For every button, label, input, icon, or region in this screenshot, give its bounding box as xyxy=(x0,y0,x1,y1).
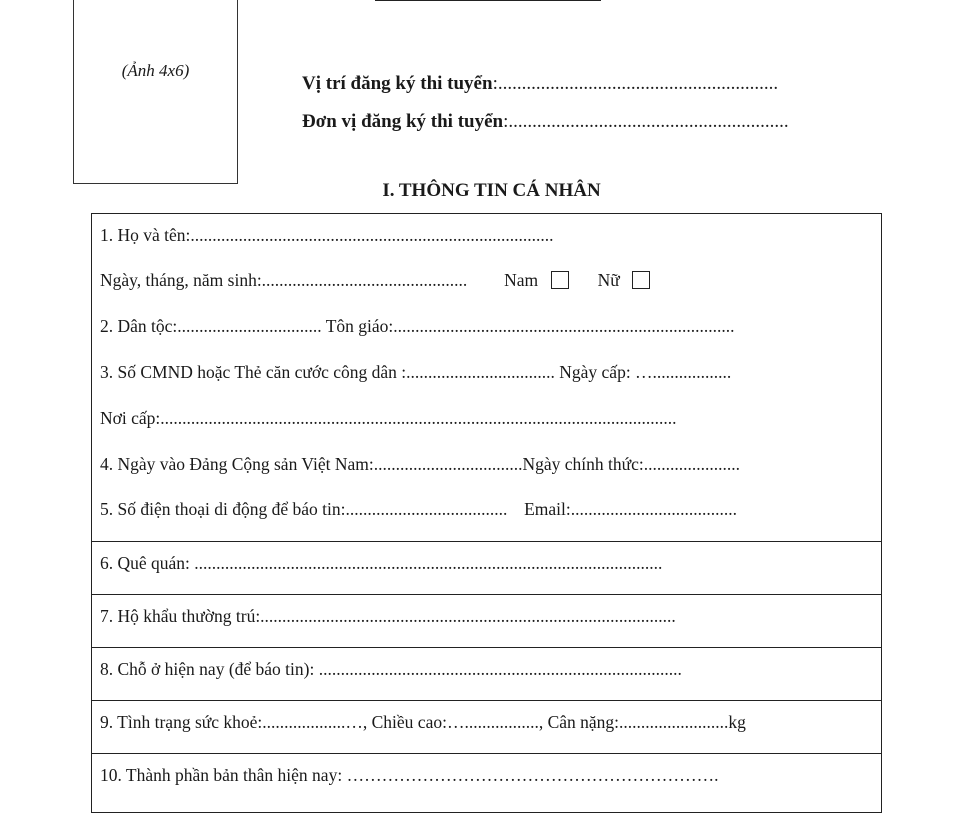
registration-position-line xyxy=(302,73,778,95)
ethnicity-field[interactable]: 2. Dân tộc:................................. xyxy=(100,316,322,336)
photo-label: (Ảnh 4x6) xyxy=(121,61,190,80)
dob-field[interactable]: Ngày, tháng, năm sinh:............................................... xyxy=(100,270,468,290)
email-field[interactable]: Email:...................................... xyxy=(524,499,737,519)
issue-place-field[interactable]: Nơi cấp:...................................................................................................................... xyxy=(100,408,677,428)
male-label: Nam xyxy=(504,270,539,290)
phone-field[interactable]: 5. Số điện thoại di động để báo tin:..................................... xyxy=(100,499,508,519)
ethnicity-religion-row xyxy=(100,316,735,337)
registration-position-field[interactable]: :........................................................... xyxy=(492,73,779,94)
registration-position-label: Vị trí đăng ký thi tuyển xyxy=(302,73,493,94)
contact-row xyxy=(100,499,737,520)
section-title: I. THÔNG TIN CÁ NHÂN xyxy=(382,180,601,201)
female-checkbox[interactable] xyxy=(632,271,650,289)
row-divider xyxy=(91,753,882,754)
religion-field[interactable]: Tôn giáo:.............................................................................. xyxy=(325,316,735,336)
top-rule xyxy=(375,0,601,1)
party-join-field[interactable]: 4. Ngày vào Đảng Cộng sản Việt Nam:..................................Ngày chính thức:...................... xyxy=(100,454,740,474)
health-field[interactable]: 9. Tình trạng sức khoẻ:...................…, Chiều cao:…................., Cân nặng:.........................kg xyxy=(100,712,746,732)
female-label: Nữ xyxy=(597,270,620,290)
registration-unit-line xyxy=(302,111,789,133)
social-status-field[interactable]: 10. Thành phần bản thân hiện nay: ………………………………………………………. xyxy=(100,765,719,785)
full-name-field[interactable]: 1. Họ và tên:................................................................................... xyxy=(100,225,554,245)
row-divider xyxy=(91,594,882,595)
dob-row xyxy=(100,270,650,291)
male-checkbox[interactable] xyxy=(551,271,569,289)
residence-field[interactable]: 7. Hộ khẩu thường trú:............................................................................................... xyxy=(100,606,676,626)
id-number-field[interactable]: 3. Số CMND hoặc Thẻ căn cước công dân :.................................. xyxy=(100,362,555,382)
current-address-field[interactable]: 8. Chỗ ở hiện nay (để báo tin): ................................................................................... xyxy=(100,659,682,679)
issue-date-field[interactable]: Ngày cấp: ….................. xyxy=(559,362,732,382)
registration-unit-field[interactable]: :........................................................... xyxy=(503,111,789,132)
id-row xyxy=(100,362,731,383)
registration-unit-label: Đơn vị đăng ký thi tuyển xyxy=(302,111,504,132)
row-divider xyxy=(91,541,882,542)
row-divider xyxy=(91,647,882,648)
photo-placeholder xyxy=(73,0,238,184)
row-divider xyxy=(91,700,882,701)
hometown-field[interactable]: 6. Quê quán: ........................................................................................................... xyxy=(100,553,663,573)
